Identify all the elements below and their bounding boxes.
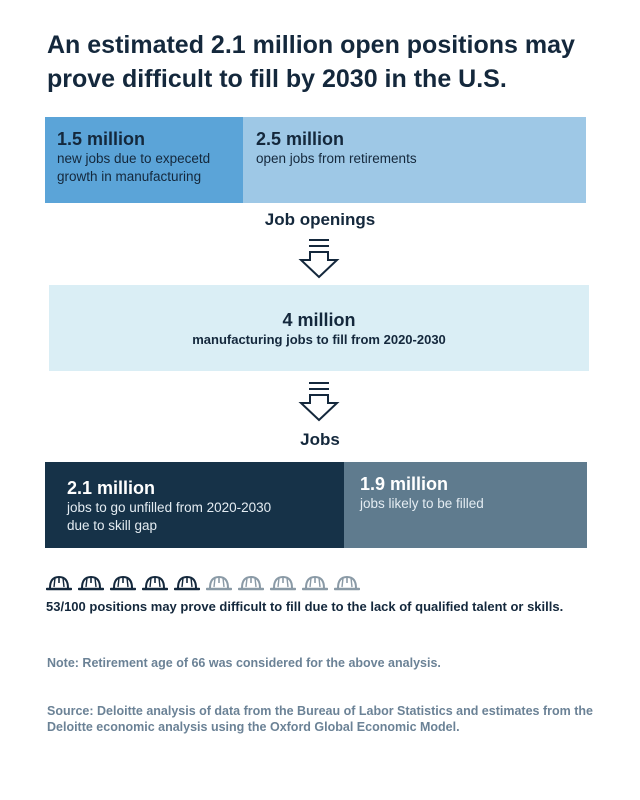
analysis-note: Note: Retirement age of 66 was considered for the above analysis.: [47, 656, 441, 670]
hard-hat-icon: [270, 573, 296, 593]
job-openings-label: Job openings: [264, 210, 376, 229]
equals-arrow-icon: [297, 380, 341, 424]
growth-jobs-description: new jobs due to expecetd growth in manufacturing: [57, 151, 211, 184]
hard-hat-icon: [174, 573, 200, 593]
filled-jobs-box: [344, 462, 587, 548]
unfilled-jobs-value: 2.1 million: [67, 478, 156, 498]
total-jobs-box: [49, 285, 589, 371]
hard-hat-icon: [206, 573, 232, 593]
source-note: Source: Deloitte analysis of data from the Bureau of Labor Statistics and estimates from the Deloitte economic analysis using the Oxford Global Economic Model.: [47, 704, 593, 734]
retirement-jobs-description: open jobs from retirements: [256, 151, 417, 166]
total-jobs-value: 4 million: [282, 310, 356, 330]
total-jobs-description: manufacturing jobs to fill from 2020-2030: [192, 332, 446, 347]
filled-jobs-value: 1.9 million: [360, 474, 449, 494]
hard-hat-icon: [334, 573, 360, 593]
growth-jobs-value: 1.5 million: [57, 129, 146, 149]
equals-arrow-icon: [297, 237, 341, 281]
jobs-label: Jobs: [300, 430, 340, 449]
retirement-jobs-value: 2.5 million: [256, 129, 345, 149]
hard-hat-icon: [78, 573, 104, 593]
retirement-jobs-box: [243, 117, 586, 203]
hard-hat-icon: [110, 573, 136, 593]
hard-hat-icon: [46, 573, 72, 593]
hard-hat-icon: [302, 573, 328, 593]
hard-hat-icon: [142, 573, 168, 593]
unfilled-jobs-box: [45, 462, 344, 548]
hard-hat-row: [46, 573, 366, 593]
page-title: An estimated 2.1 million open positions may prove difficult to fill by 2030 in the U.S.: [47, 31, 575, 93]
filled-jobs-description: jobs likely to be filled: [360, 496, 484, 511]
unfilled-jobs-description: jobs to go unfilled from 2020-2030 due to skill gap: [67, 500, 272, 533]
growth-jobs-box: [45, 117, 243, 203]
hard-hat-icon: [238, 573, 264, 593]
helmet-caption: 53/100 positions may prove difficult to fill due to the lack of qualified talent or skills.: [46, 599, 564, 614]
